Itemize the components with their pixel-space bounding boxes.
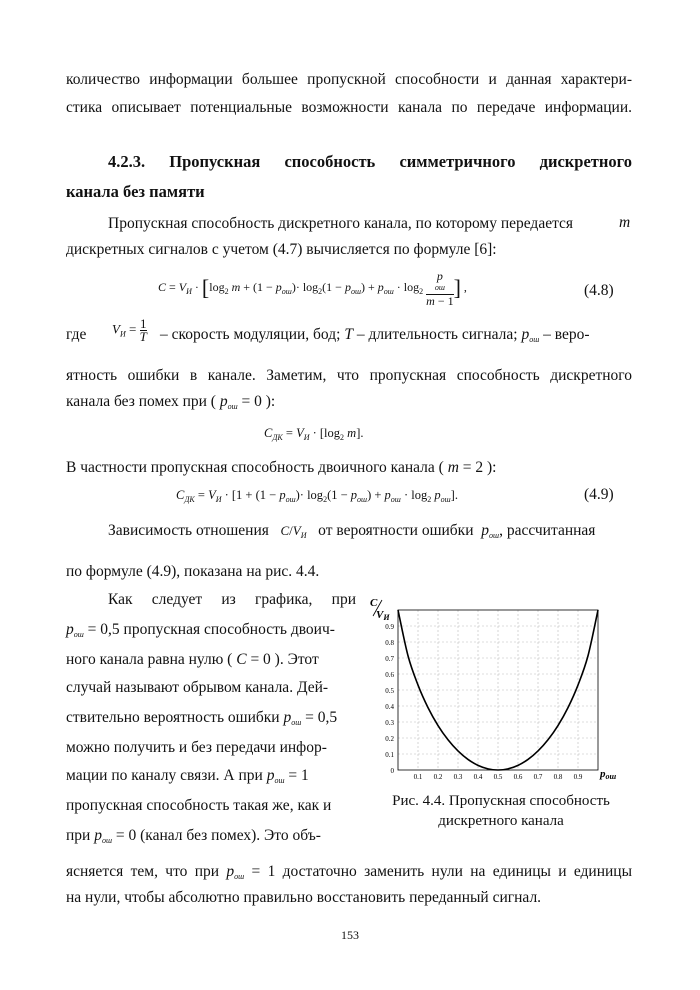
y-tick-label: 0.7 bbox=[385, 655, 394, 663]
para4-text-a: Зависимость отношения bbox=[108, 522, 269, 539]
where-rest: – скорость модуляции, бод; T – длительность сигнала; $p_{ош}$ – веро- bbox=[160, 326, 590, 344]
x-label bbox=[599, 768, 617, 781]
equation-noiseless: $C_{ДК} = V_И \cdot [\log_2$ m]. bbox=[264, 426, 364, 442]
chart-x-ticks bbox=[414, 773, 583, 781]
chart-grid bbox=[398, 610, 598, 770]
x-label-p: p bbox=[600, 768, 606, 780]
float-line-8: пропускная способность такая же, как и bbox=[66, 797, 332, 814]
x-tick-label: 0.5 bbox=[493, 773, 503, 781]
x-label-sub: ош bbox=[605, 772, 617, 781]
capacity-chart bbox=[360, 592, 632, 788]
para1-text: Пропускная способность дискретного канала, по которому передается bbox=[108, 215, 574, 232]
float-line-3: ного канала равна нулю ( C = 0 ). Этот bbox=[66, 651, 319, 668]
float-line-2: $p_{ош} = 0,5$ пропускная способность двоич- bbox=[66, 621, 335, 639]
chart-y-ticks bbox=[385, 623, 394, 775]
section-heading-line-2: канала без памяти bbox=[66, 182, 205, 201]
para1-line-1 bbox=[108, 214, 618, 234]
equation-number-4-8: (4.8) bbox=[584, 282, 614, 299]
y-tick-label: 0.5 bbox=[385, 687, 394, 695]
y-label-sub: И bbox=[383, 613, 390, 622]
y-tick-label: 0.4 bbox=[385, 703, 394, 711]
float-line-9: при $p_{ош} = 0$ (канал без помех). Это объ- bbox=[66, 827, 321, 845]
section-heading-line-1: 4.2.3. Пропускная способность симметричного дискретного bbox=[108, 152, 632, 171]
y-tick-label: 0.3 bbox=[385, 719, 394, 727]
para2-line-2: канала без помех при ( $p_{ош} = 0$ ): bbox=[66, 393, 276, 411]
y-tick-label: 0.1 bbox=[385, 751, 394, 759]
page-number: 153 bbox=[341, 928, 359, 942]
y-tick-label: 0.8 bbox=[385, 639, 394, 647]
para1-var-m: m bbox=[619, 214, 631, 231]
x-tick-label: 0.6 bbox=[513, 773, 523, 781]
y-label-den bbox=[376, 609, 390, 622]
para4-text-c: , рассчитанная bbox=[499, 522, 596, 539]
equation-4-9: $C_{ДК} = V_И \cdot [1 + (1 - p_{ош})\cdot \log_2(1 - p_{ош}) + p_{ош} \cdot \log_2 p_{ош}]$. bbox=[176, 488, 458, 504]
intro-line-2: стика описывает потенциальные возможности канала по передаче информации. bbox=[66, 99, 632, 116]
x-tick-label: 0.8 bbox=[553, 773, 563, 781]
float-line-6: можно получить и без передачи инфор- bbox=[66, 739, 327, 756]
intro-line-1: количество информации большее пропускной способности и данная характери- bbox=[66, 71, 632, 88]
float-line-7: мации по каналу связи. А при $p_{ош} = 1$ bbox=[66, 767, 309, 785]
equation-4-8: $C = V_И \cdot [\log_2$ $m + (1 - p_{ош})\cdot \log_2(1 - p_{ош}) + p_{ош} \cdot \log_2$ p ош m − 1 ] , bbox=[158, 269, 467, 308]
end-line-2: на нули, чтобы абсолютно правильно восстановить переданный сигнал. bbox=[66, 889, 542, 906]
vi-definition: $V_И$ = $\frac{1}{T}$ bbox=[112, 316, 147, 344]
figure-caption-line-2: дискретного канала bbox=[438, 813, 564, 829]
y-tick-label: 0 bbox=[390, 767, 394, 775]
x-tick-label: 0.2 bbox=[433, 773, 443, 781]
y-tick-label: 0.9 bbox=[385, 623, 394, 631]
float-line-4: случай называют обрывом канала. Дей- bbox=[66, 679, 329, 696]
float-line-1: Как следует из графика, при bbox=[108, 591, 356, 608]
para4-line-2: по формуле (4.9), показана на рис. 4.4. bbox=[66, 563, 320, 580]
para4-line-1: Зависимость отношения $C/V_И$ от вероятности ошибки $p_{ош}$, рассчитанная bbox=[108, 522, 596, 540]
x-tick-label: 0.4 bbox=[473, 773, 483, 781]
para4-text-b: от вероятности ошибки bbox=[318, 522, 474, 539]
para2-line-1: ятность ошибки в канале. Заметим, что пропускная способность дискретного bbox=[66, 367, 632, 384]
where-word: где bbox=[66, 326, 87, 343]
para3-line: В частности пропускная способность двоичного канала ( m = 2 ): bbox=[66, 459, 497, 476]
x-tick-label: 0.7 bbox=[533, 773, 543, 781]
x-tick-label: 0.3 bbox=[453, 773, 463, 781]
y-label-den-v: V bbox=[376, 609, 384, 621]
x-tick-label: 0.1 bbox=[413, 773, 423, 781]
float-line-5: ствительно вероятность ошибки $p_{ош} = 0,5$ bbox=[66, 709, 338, 727]
para1-line-2: дискретных сигналов с учетом (4.7) вычисляется по формуле [6]: bbox=[66, 241, 497, 258]
equation-number-4-9: (4.9) bbox=[584, 486, 614, 503]
end-line-1: ясняется тем, что при $p_{ош} = 1$ достаточно заменить нули на единицы и единицы bbox=[66, 863, 633, 881]
figure-caption-line-1: Рис. 4.4. Пропускная способность bbox=[392, 793, 610, 809]
y-tick-label: 0.6 bbox=[385, 671, 394, 679]
x-tick-label: 0.9 bbox=[573, 773, 583, 781]
y-label-num: C bbox=[370, 597, 378, 609]
y-tick-label: 0.2 bbox=[385, 735, 394, 743]
